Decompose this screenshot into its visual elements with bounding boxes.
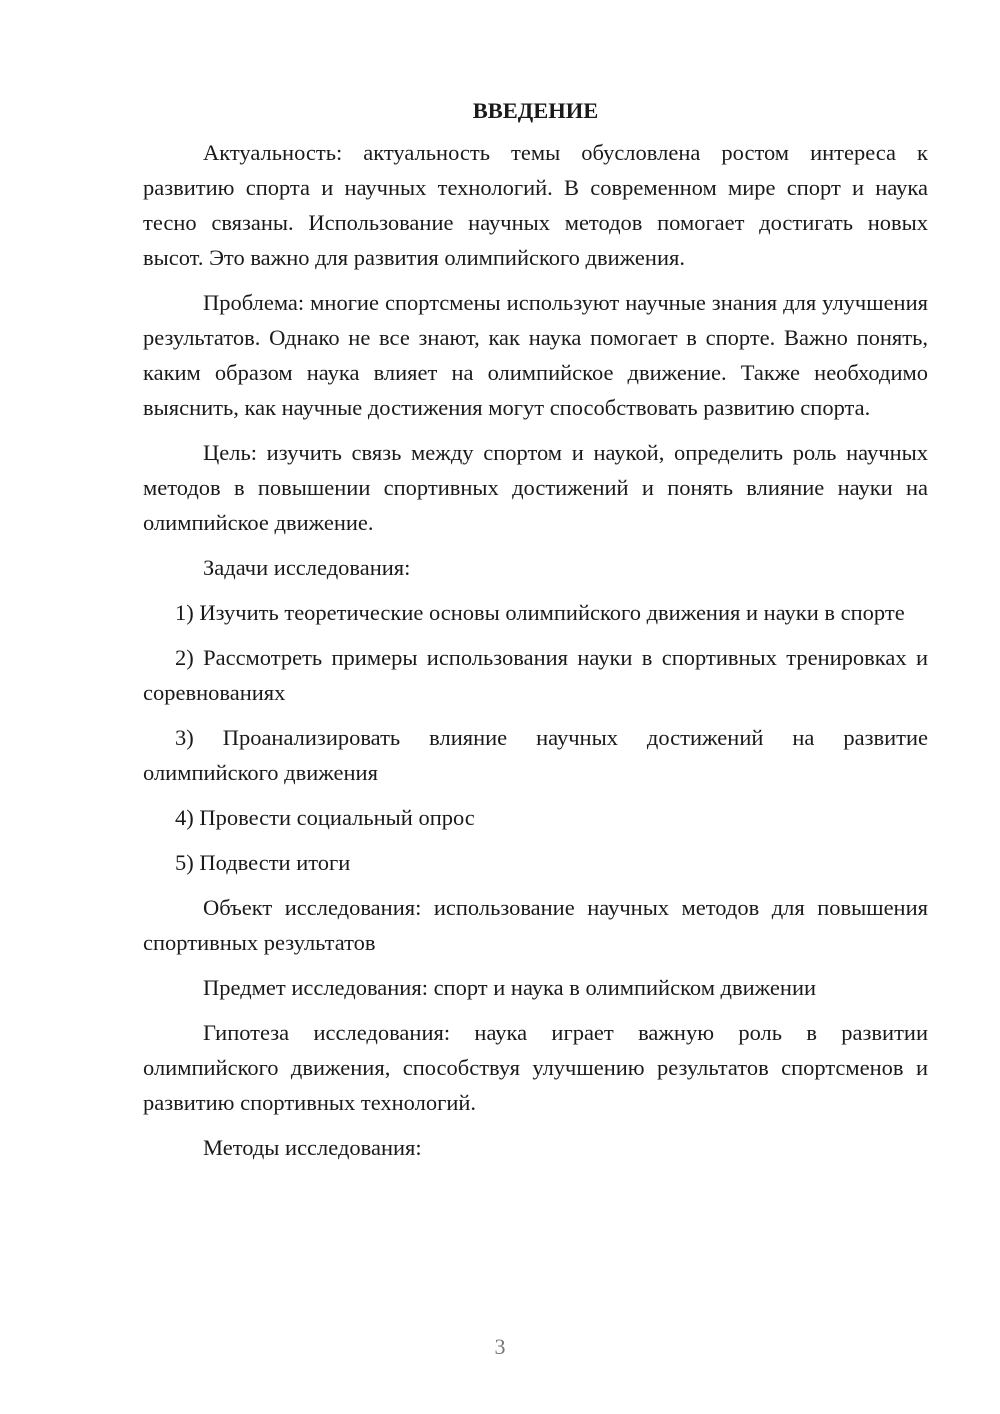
task-item-4: 4) Провести социальный опрос — [175, 805, 475, 830]
paragraph-subject: Предмет исследования: спорт и наука в олимпийском движении — [203, 975, 817, 1000]
task-item-2: 2) Рассмотреть примеры использования науки в спортивных тренировках и соревнованиях — [143, 645, 928, 705]
document-body — [143, 93, 928, 1175]
task-item-5: 5) Подвести итоги — [175, 850, 351, 875]
task-list — [143, 595, 928, 880]
paragraph-hypothesis: Гипотеза исследования: наука играет важную роль в развитии олимпийского движения, способствуя улучшению результатов спортсменов и развитию спортивных технологий. — [143, 1020, 928, 1115]
task-item-3: 3) Проанализировать влияние научных достижений на развитие олимпийского движения — [143, 725, 928, 785]
paragraph-methods: Методы исследования: — [203, 1135, 422, 1160]
paragraph-relevance: Актуальность: актуальность темы обусловлена ростом интереса к развитию спорта и научных технологий. В современном мире спорт и наука тесно связаны. Использование научных методов помогает достигать новых высот. Это важно для развития олимпийского движения. — [143, 140, 928, 270]
paragraph-goal: Цель: изучить связь между спортом и наукой, определить роль научных методов в повышении спортивных достижений и понять влияние науки на олимпийское движение. — [143, 440, 928, 535]
section-heading: ВВЕДЕНИЕ — [472, 98, 599, 123]
paragraph-problem: Проблема: многие спортсмены используют научные знания для улучшения результатов. Однако не все знают, как наука помогает в спорте. Важно понять, каким образом наука влияет на олимпийское движение. Также необходимо выяснить, как научные достижения могут способствовать развитию спорта. — [143, 290, 928, 420]
page-number: 3 — [494, 1334, 506, 1359]
task-item-1: 1) Изучить теоретические основы олимпийского движения и науки в спорте — [175, 600, 905, 625]
paragraph-tasks-heading: Задачи исследования: — [203, 555, 411, 580]
paragraph-object: Объект исследования: использование научных методов для повышения спортивных результатов — [143, 895, 928, 955]
